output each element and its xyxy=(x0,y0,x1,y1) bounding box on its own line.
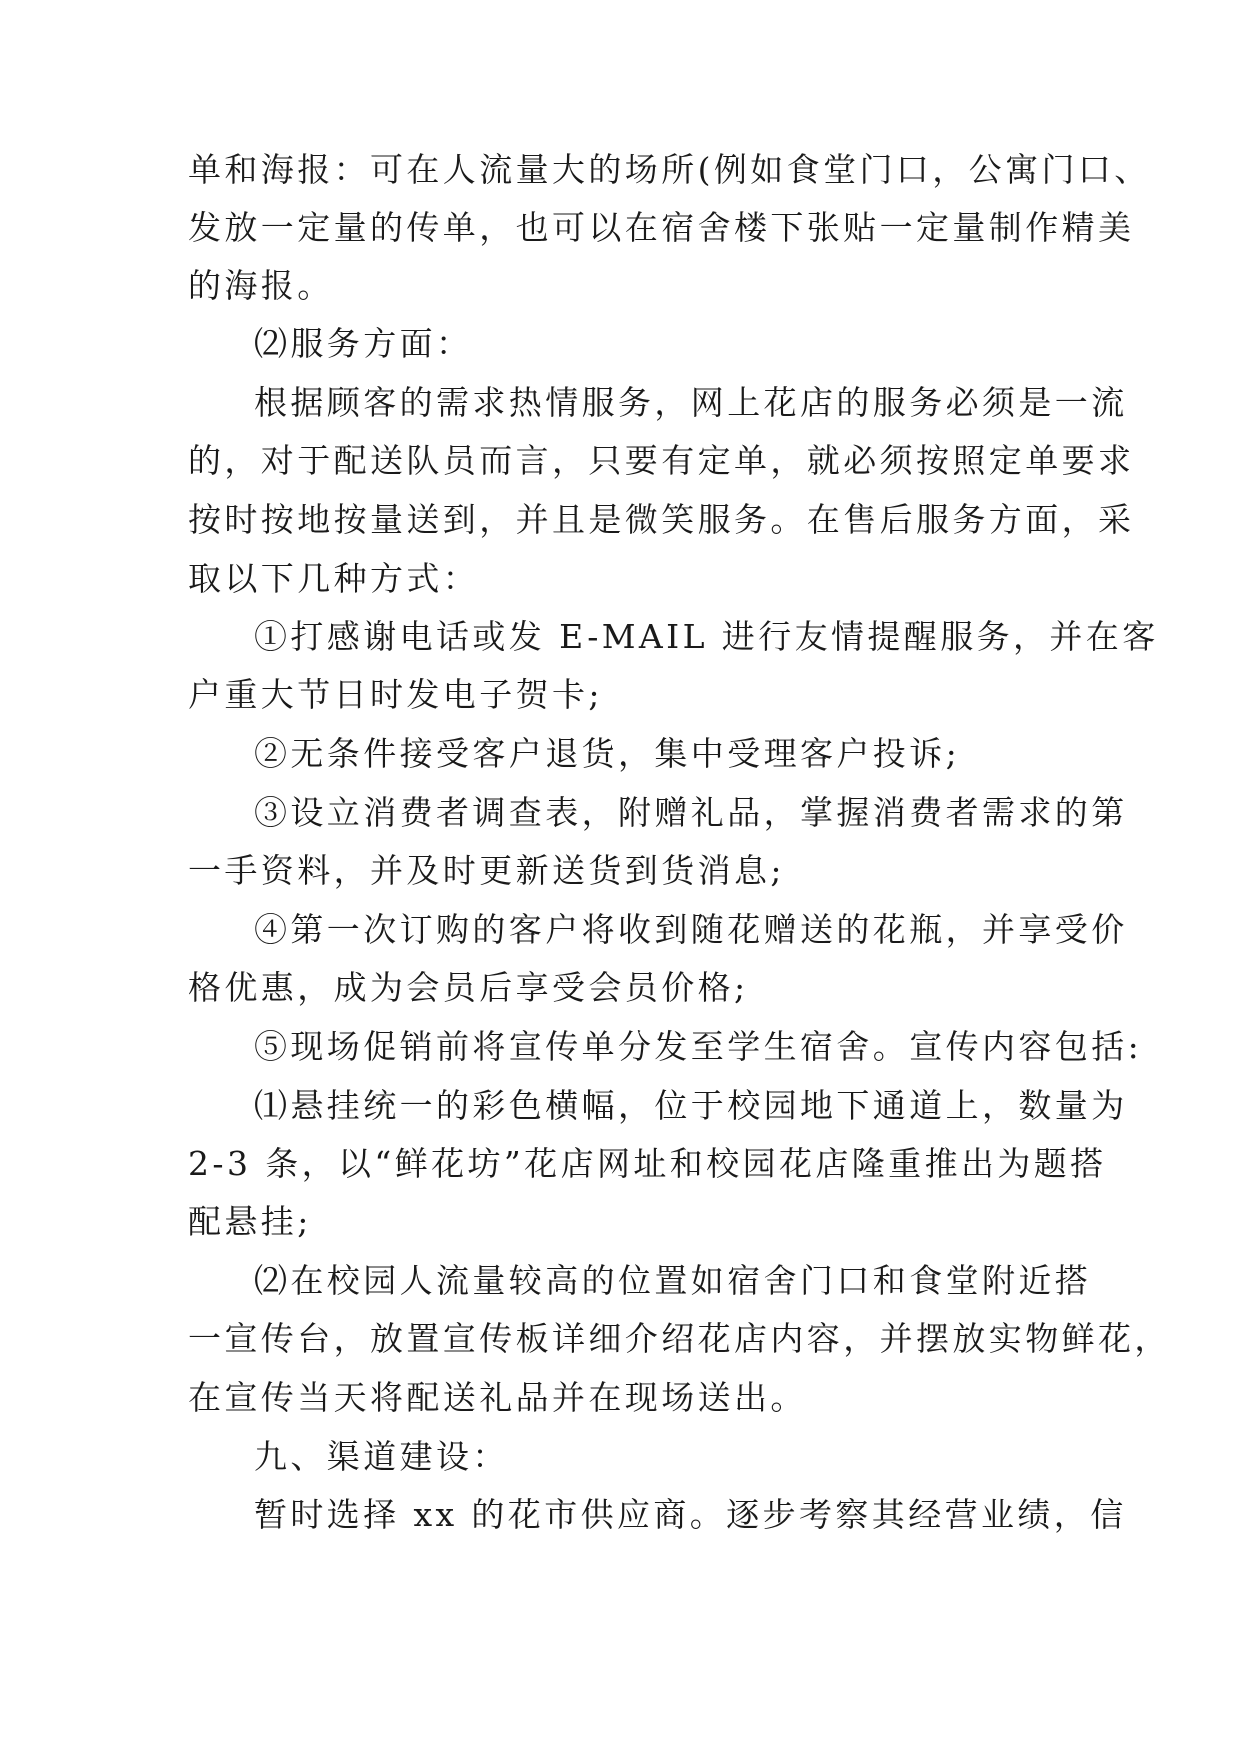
text-line: 的，对于配送队员而言，只要有定单，就必须按照定单要求 xyxy=(188,441,1135,480)
text-line: 根据顾客的需求热情服务，网上花店的服务必须是一流 xyxy=(254,383,1128,422)
text-line: 按时按地按量送到，并且是微笑服务。在售后服务方面，采 xyxy=(188,500,1135,539)
text-line: 发放一定量的传单，也可以在宿舍楼下张贴一定量制作精美 xyxy=(188,208,1135,247)
text-line: 户重大节日时发电子贺卡; xyxy=(188,675,603,714)
list-item: ⑵在校园人流量较高的位置如宿舍门口和食堂附近搭 xyxy=(254,1261,1092,1300)
text-line: 单和海报：可在人流量大的场所(例如食堂门口，公寓门口、 xyxy=(188,150,1151,189)
list-item: ⑤现场促销前将宣传单分发至学生宿舍。宣传内容包括: xyxy=(254,1027,1143,1066)
section-heading: ⑵服务方面： xyxy=(254,324,473,363)
text-line: 2-3 条，以“鲜花坊”花店网址和校园花店隆重推出为题搭 xyxy=(188,1144,1107,1183)
list-item: ⑴悬挂统一的彩色横幅，位于校园地下通道上，数量为 xyxy=(254,1086,1128,1125)
text-line: 在宣传当天将配送礼品并在现场送出。 xyxy=(188,1378,807,1417)
text-line: 的海报。 xyxy=(188,266,334,305)
list-item: ④第一次订购的客户将收到随花赠送的花瓶，并享受价 xyxy=(254,910,1128,949)
text-line: 一宣传台，放置宣传板详细介绍花店内容，并摆放实物鲜花， xyxy=(188,1319,1171,1358)
text-line: 取以下几种方式： xyxy=(188,559,480,598)
list-item: ②无条件接受客户退货，集中受理客户投诉; xyxy=(254,734,961,773)
section-heading: 九、渠道建设： xyxy=(254,1437,509,1476)
list-item: ③设立消费者调查表，附赠礼品，掌握消费者需求的第 xyxy=(254,793,1128,832)
text-line: 一手资料，并及时更新送货到货消息; xyxy=(188,851,785,890)
text-line: 配悬挂; xyxy=(188,1202,312,1241)
text-line: 格优惠，成为会员后享受会员价格; xyxy=(188,968,749,1007)
list-item: ①打感谢电话或发 E-MAIL 进行友情提醒服务，并在客 xyxy=(254,617,1159,656)
text-line: 暂时选择 xx 的花市供应商。逐步考察其经营业绩，信 xyxy=(254,1495,1127,1534)
